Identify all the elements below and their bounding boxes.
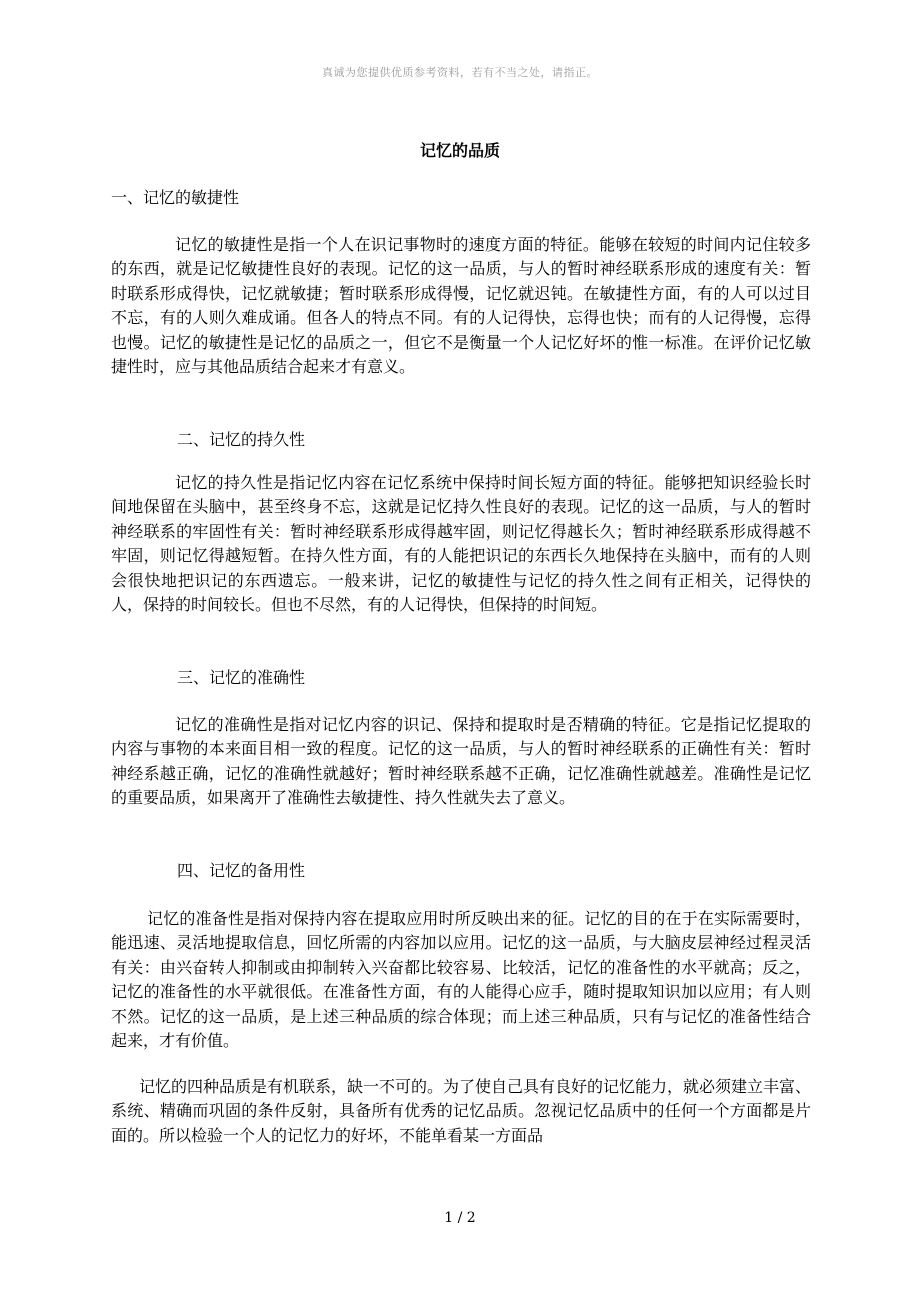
section-body-1: 记忆的敏捷性是指一个人在识记事物时的速度方面的特征。能够在较短的时间内记住较多的东西，就是记忆敏捷性良好的表现。记忆的这一品质，与人的暂时神经联系形成的速度有关：暂时联系形成得快，记忆就敏捷；暂时联系形成得慢，记忆就迟钝。在敏捷性方面，有的人可以过目不忘，有的人则久难成诵。但各人的特点不同。有的人记得快，忘得也快；而有的人记得慢，忘得也慢。记忆的敏捷性是记忆的品质之一，但它不是衡量一个人记忆好坏的惟一标准。在评价记忆敏捷性时，应与其他品质结合起来才有意义。 bbox=[111, 235, 811, 377]
section-heading-4: 四、记忆的备用性 bbox=[177, 861, 306, 880]
section-body-4: 记忆的准备性是指对保持内容在提取应用时所反映出来的征。记忆的目的在于在实际需要时，能迅速、灵活地提取信息，回忆所需的内容加以应用。记忆的这一品质，与大脑皮层神经过程灵活有关：由兴奋转人抑制或由抑制转入兴奋都比较容易、比较活，记忆的准备性的水平就高；反之，记忆的准备性的水平就很低。在准备性方面，有的人能得心应手，随时提取知识加以应用；有人则不然。记忆的这一品质，是上述三种品质的综合体现；而上述三种品质，只有与记忆的准备性结合起来，才有价值。 bbox=[111, 909, 811, 1051]
closing-paragraph: 记忆的四种品质是有机联系，缺一不可的。为了使自己具有良好的记忆能力，就必须建立丰富、系统、精确而巩固的条件反射，具备所有优秀的记忆品质。忽视记忆品质中的任何一个方面都是片面的。所以检验一个人的记忆力的好坏，不能单看某一方面品 bbox=[111, 1077, 812, 1145]
page-number: 1 / 2 bbox=[444, 1210, 476, 1226]
section-heading-3: 三、记忆的准确性 bbox=[177, 668, 306, 687]
watermark-text: 真诚为您提供优质参考资料，若有不当之处，请指正。 bbox=[322, 66, 598, 79]
section-body-2: 记忆的持久性是指记忆内容在记忆系统中保持时间长短方面的特征。能够把知识经验长时间地保留在头脑中，甚至终身不忘，这就是记忆持久性良好的表现。记忆的这一品质，与人的暂时神经联系的牢固性有关：暂时神经联系形成得越牢固，则记忆得越长久；暂时神经联系形成得越不牢固，则记忆得越短暂。在持久性方面，有的人能把识记的东西长久地保持在头脑中，而有的人则会很快地把识记的东西遗忘。一般来讲，记忆的敏捷性与记忆的持久性之间有正相关，记得快的人，保持的时间较长。但也不尽然，有的人记得快，但保持的时间短。 bbox=[111, 473, 811, 615]
section-heading-2: 二、记忆的持久性 bbox=[177, 430, 306, 449]
document-title: 记忆的品质 bbox=[419, 141, 500, 160]
section-body-3: 记忆的准确性是指对记忆内容的识记、保持和提取时是否精确的特征。它是指记忆提取的内容与事物的本来面目相一致的程度。记忆的这一品质，与人的暂时神经联系的正确性有关：暂时神经系越正确，记忆的准确性就越好；暂时神经联系越不正确，记忆准确性就越差。准确性是记忆的重要品质，如果离开了准确性去敏捷性、持久性就失去了意义。 bbox=[111, 715, 811, 808]
section-heading-1: 一、记忆的敏捷性 bbox=[111, 188, 240, 207]
